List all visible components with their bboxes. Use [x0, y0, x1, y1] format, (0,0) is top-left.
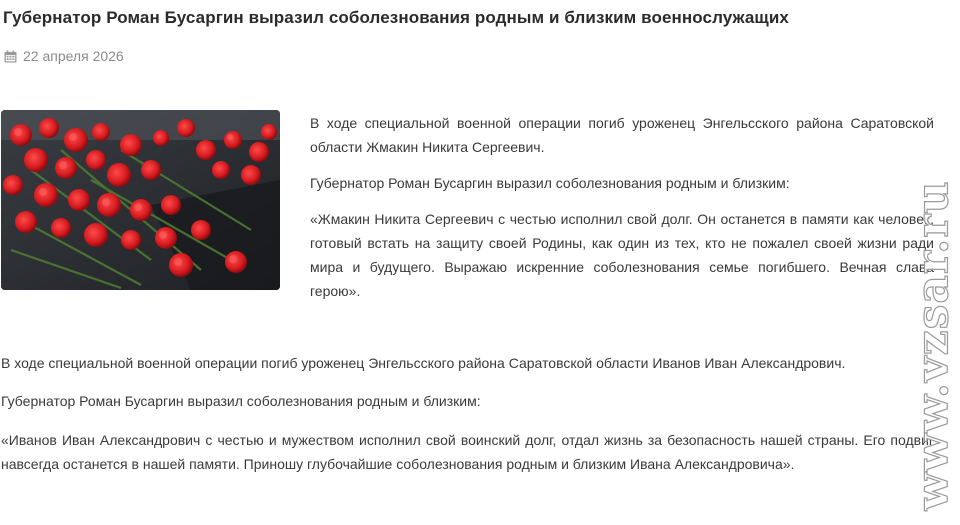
article-title: Губернатор Роман Бусаргин выразил соболезнования родным и близким военнослужащих [3, 8, 789, 27]
article-date [4, 48, 124, 64]
paragraph-4: Губернатор Роман Бусаргин выразил соболезнования родным и близким: [1, 393, 481, 409]
paragraph-2: Губернатор Роман Бусаргин выразил соболезнования родным и близким: [310, 175, 790, 191]
article-date-text: 22 апреля 2026 [23, 48, 124, 64]
quote-1: «Жмакин Никита Сергеевич с честью исполнил свой долг. Он останется в памяти как человек, готовый встать на защиту своей Родины, как один из тех, кто не пожалел своей жизни ради мира и будущего. Выражаю искренние соболезнования семье погибшего. Вечная слава герою». [310, 211, 934, 299]
calendar-icon [4, 50, 17, 63]
paragraph-1: В ходе специальной военной операции погиб уроженец Энгельсского района Саратовской области Жмакин Никита Сергеевич. [310, 115, 934, 155]
watermark-text: www.vzsar.ru [907, 180, 959, 510]
paragraph-3: В ходе специальной военной операции погиб уроженец Энгельсского района Саратовской области Иванов Иван Александрович. [1, 355, 846, 371]
site-watermark [906, 180, 960, 510]
quote-2: «Иванов Иван Александрович с честью и мужеством исполнил свой воинский долг, отдал жизнь за безопасность нашей страны. Его подвиг навсегда останется в нашей памяти. Приношу глубочайшие соболезнования родным и близким Ивана Александровича». [1, 432, 934, 472]
red-carnations-photo [1, 110, 280, 290]
